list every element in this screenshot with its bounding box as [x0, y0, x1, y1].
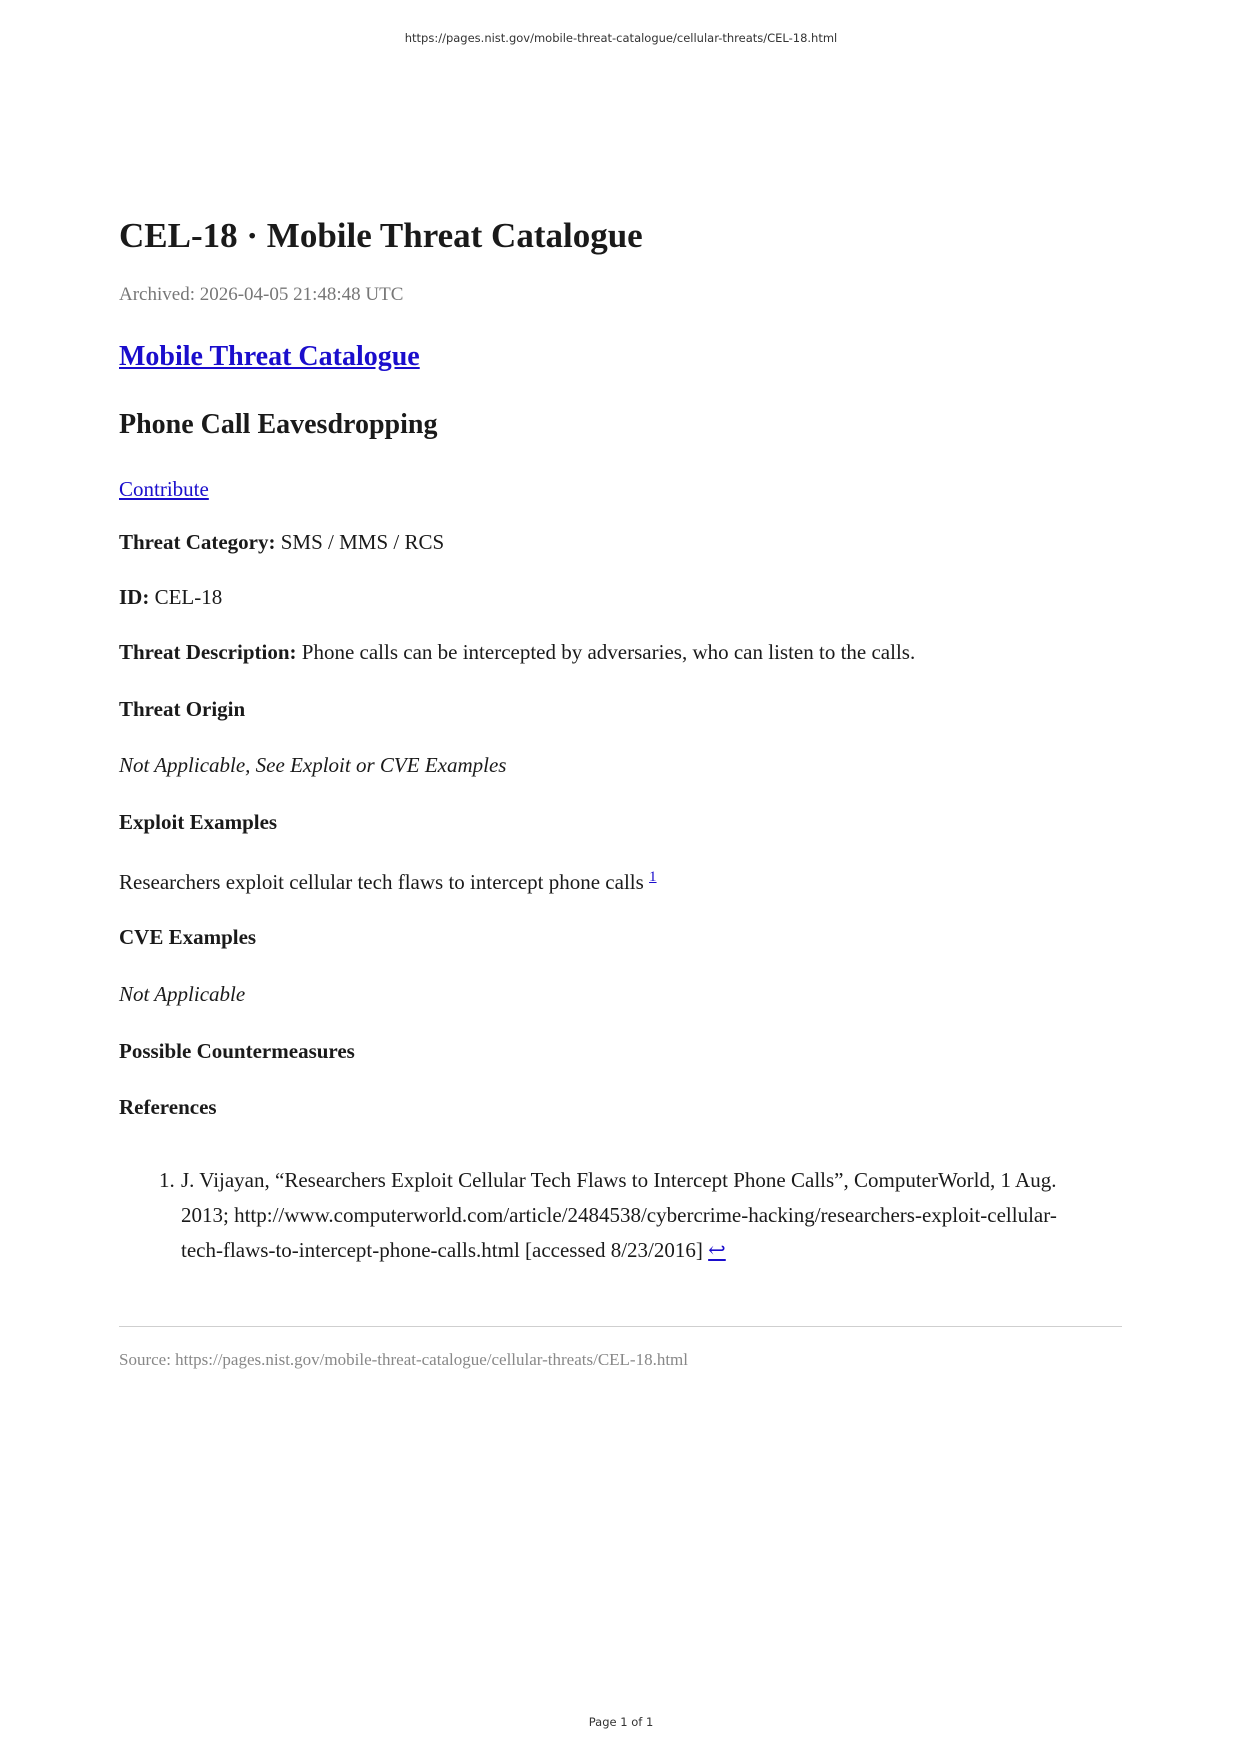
archived-timestamp: Archived: 2026-04-05 21:48:48 UTC: [119, 284, 404, 305]
threat-category-label: Threat Category:: [119, 530, 276, 554]
threat-id-row: [119, 585, 222, 610]
exploit-example-item: [119, 870, 657, 895]
reference-line-2: 2013; http://www.computerworld.com/article/2484538/cybercrime-hacking/researchers-exploit-cellular-: [181, 1203, 1057, 1227]
threat-id-value: CEL-18: [154, 585, 223, 609]
footer-divider: [119, 1326, 1122, 1327]
threat-origin-heading: Threat Origin: [119, 697, 246, 721]
exploit-examples-heading: Exploit Examples: [119, 810, 278, 834]
page-title: CEL-18 · Mobile Threat Catalogue: [119, 216, 643, 255]
reference-line-3-row: [181, 1233, 1121, 1268]
countermeasures-heading: Possible Countermeasures: [119, 1039, 355, 1063]
reference-line-1: J. Vijayan, “Researchers Exploit Cellular Tech Flaws to Intercept Phone Calls”, ComputerWorld, 1 Aug.: [181, 1168, 1057, 1192]
page-number: Page 1 of 1: [588, 1715, 654, 1729]
references-heading: References: [119, 1095, 217, 1119]
threat-origin-value: Not Applicable, See Exploit or CVE Examples: [119, 753, 507, 777]
threat-description-value: Phone calls can be intercepted by adversaries, who can listen to the calls.: [301, 640, 916, 664]
reference-line-3: tech-flaws-to-intercept-phone-calls.html [accessed 8/23/2016]: [181, 1238, 703, 1262]
threat-id-label: ID:: [119, 585, 150, 609]
cve-examples-value: Not Applicable: [119, 982, 246, 1006]
threat-description-label: Threat Description:: [119, 640, 297, 664]
footnote-backlink[interactable]: ↩: [708, 1238, 726, 1262]
catalogue-home-link[interactable]: Mobile Threat Catalogue: [119, 341, 420, 372]
reference-number: 1.: [159, 1168, 175, 1192]
threat-category-value: SMS / MMS / RCS: [280, 530, 445, 554]
exploit-example-text: Researchers exploit cellular tech flaws to intercept phone calls: [119, 870, 644, 894]
footnote-ref-link[interactable]: 1: [649, 869, 657, 885]
cve-examples-heading: CVE Examples: [119, 925, 257, 949]
threat-description-row: [119, 640, 915, 665]
threat-category-row: [119, 530, 444, 555]
threat-name-heading: Phone Call Eavesdropping: [119, 409, 438, 440]
print-header-url: https://pages.nist.gov/mobile-threat-catalogue/cellular-threats/CEL-18.html: [404, 31, 838, 45]
contribute-link[interactable]: Contribute: [119, 477, 209, 501]
reference-item: [159, 1163, 1121, 1268]
source-url: Source: https://pages.nist.gov/mobile-threat-catalogue/cellular-threats/CEL-18.html: [119, 1350, 689, 1369]
